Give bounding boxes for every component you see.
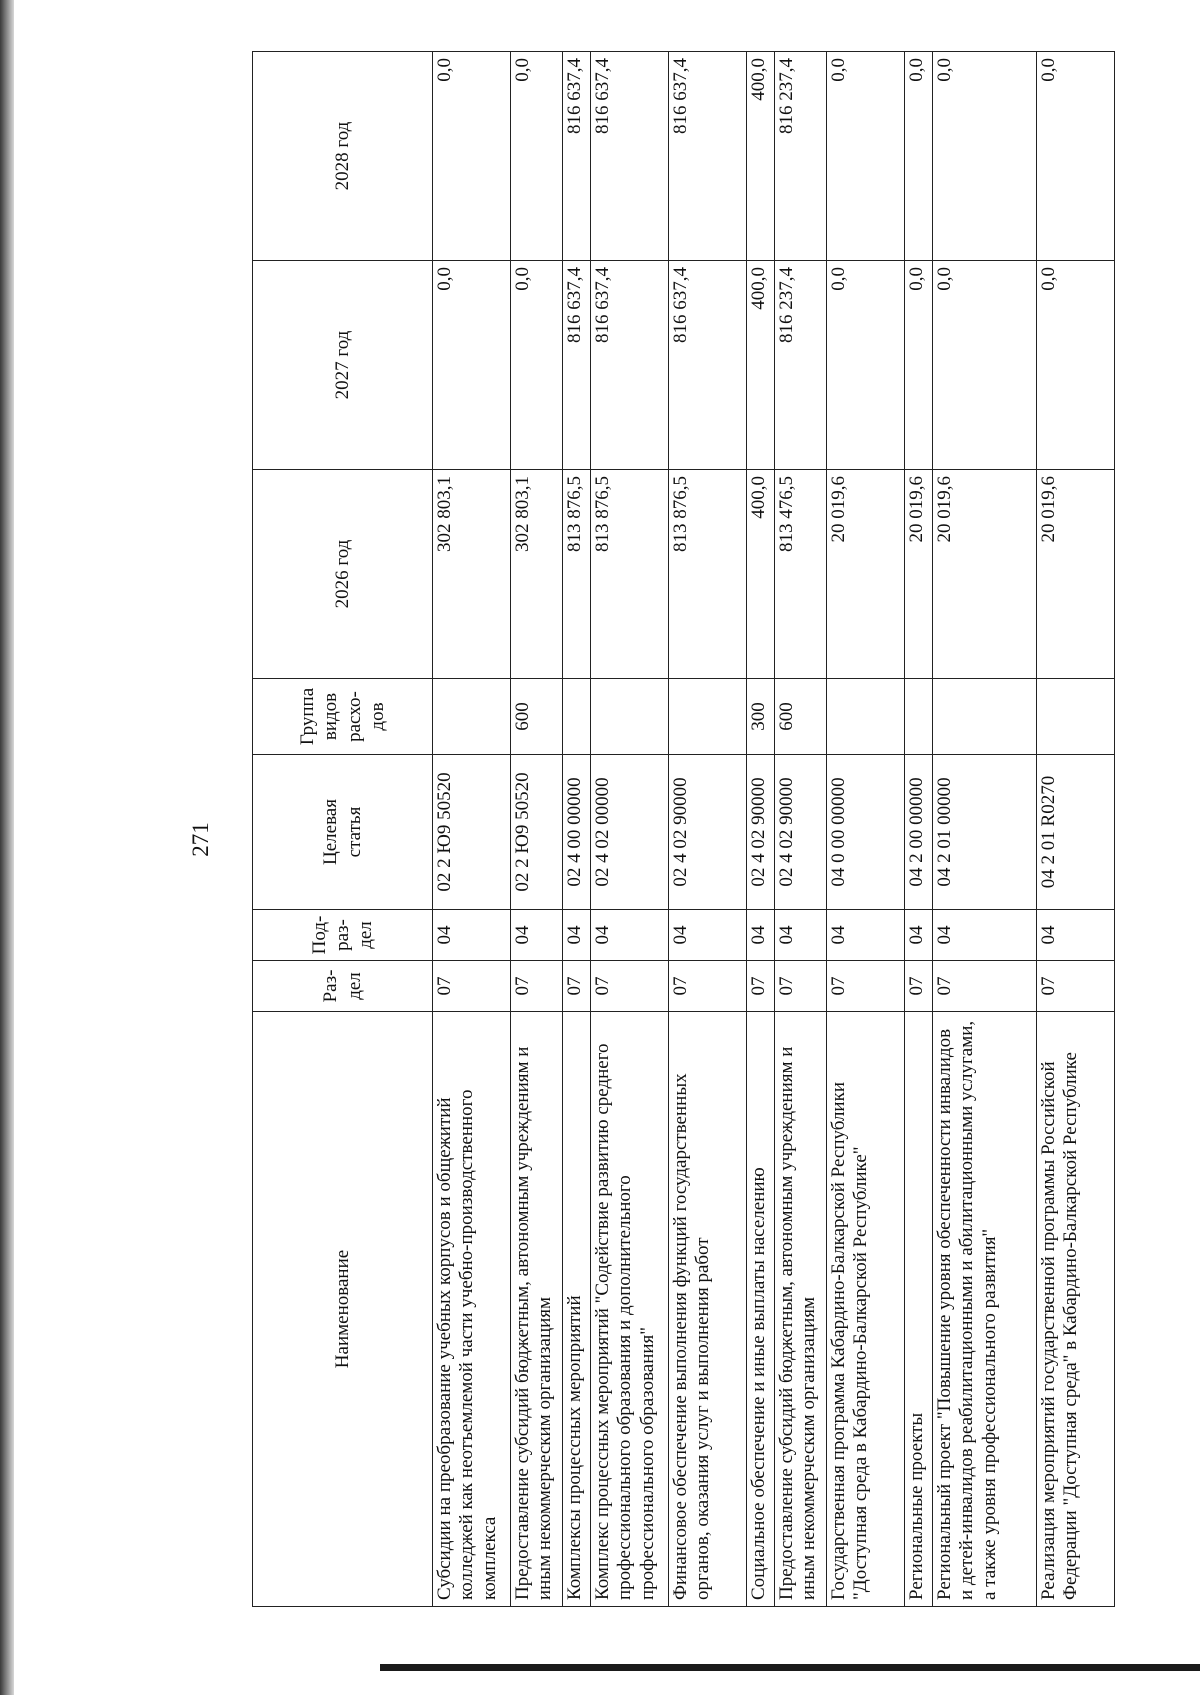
row-2028: 816 637,4 (669, 52, 747, 261)
row-group (905, 679, 933, 755)
row-section: 07 (433, 961, 511, 1012)
budget-table (252, 51, 1115, 1607)
page-number: 271 (188, 822, 213, 857)
header-2027: 2027 год (253, 261, 433, 470)
row-target: 02 4 02 00000 (591, 755, 669, 910)
row-2026: 302 803,1 (511, 470, 563, 679)
row-2027: 816 637,4 (591, 261, 669, 470)
row-2027: 0,0 (905, 261, 933, 470)
row-subsection: 04 (775, 910, 827, 961)
row-group (563, 679, 591, 755)
row-2026: 813 876,5 (591, 470, 669, 679)
table-row (827, 52, 905, 1607)
header-2026: 2026 год (253, 470, 433, 679)
header-section: Раз- дел (253, 961, 433, 1012)
table-row (905, 52, 933, 1607)
row-target: 02 4 02 90000 (775, 755, 827, 910)
rotated-page (180, 58, 1180, 1617)
row-subsection: 04 (905, 910, 933, 961)
row-subsection: 04 (591, 910, 669, 961)
header-2028: 2028 год (253, 52, 433, 261)
row-target: 02 4 02 90000 (669, 755, 747, 910)
row-section: 07 (775, 961, 827, 1012)
row-target: 04 0 00 00000 (827, 755, 905, 910)
row-2028: 816 237,4 (775, 52, 827, 261)
row-2028: 816 637,4 (591, 52, 669, 261)
row-2027: 0,0 (1037, 261, 1115, 470)
row-group (1037, 679, 1115, 755)
row-section: 07 (827, 961, 905, 1012)
header-subsection: Под- раз- дел (253, 910, 433, 961)
table-row (669, 52, 747, 1607)
row-2026: 813 876,5 (563, 470, 591, 679)
row-target: 02 2 Ю9 50520 (511, 755, 563, 910)
row-name: Реализация мероприятий государственной программы Российской Федерации "Доступная среда" в Кабардино-Балкарской Республике (1037, 1012, 1115, 1607)
table-row (933, 52, 1037, 1607)
row-subsection: 04 (563, 910, 591, 961)
row-section: 07 (563, 961, 591, 1012)
row-2026: 20 019,6 (905, 470, 933, 679)
header-group: Группа видов расхо- дов (253, 679, 433, 755)
row-2027: 400,0 (747, 261, 775, 470)
row-group (433, 679, 511, 755)
row-name: Предоставление субсидий бюджетным, автономным учреждениям и иным некоммерческим организациям (775, 1012, 827, 1607)
scan-bottom-edge (380, 1664, 1200, 1671)
row-subsection: 04 (669, 910, 747, 961)
table-row (563, 52, 591, 1607)
row-name: Предоставление субсидий бюджетным, автономным учреждениям и иным некоммерческим организациям (511, 1012, 563, 1607)
row-2026: 20 019,6 (827, 470, 905, 679)
row-target: 04 2 01 00000 (933, 755, 1037, 910)
row-2028: 0,0 (1037, 52, 1115, 261)
row-subsection: 04 (433, 910, 511, 961)
row-group: 600 (775, 679, 827, 755)
row-section: 07 (747, 961, 775, 1012)
row-group (933, 679, 1037, 755)
row-group (669, 679, 747, 755)
row-group (591, 679, 669, 755)
row-2028: 816 637,4 (563, 52, 591, 261)
row-section: 07 (669, 961, 747, 1012)
row-subsection: 04 (827, 910, 905, 961)
table-row (433, 52, 511, 1607)
row-2027: 816 237,4 (775, 261, 827, 470)
row-target: 04 2 01 R0270 (1037, 755, 1115, 910)
row-name: Финансовое обеспечение выполнения функций государственных органов, оказания услуг и выполнения работ (669, 1012, 747, 1607)
row-name: Региональный проект "Повышение уровня обеспеченности инвалидов и детей-инвалидов реабилитационными и абилитационными услугами, а также уровня профессионального развития" (933, 1012, 1037, 1607)
row-2026: 813 476,5 (775, 470, 827, 679)
row-name: Комплексы процессных мероприятий (563, 1012, 591, 1607)
row-group (827, 679, 905, 755)
row-name: Социальное обеспечение и иные выплаты населению (747, 1012, 775, 1607)
row-2027: 816 637,4 (563, 261, 591, 470)
row-2028: 0,0 (433, 52, 511, 261)
row-target: 04 2 00 00000 (905, 755, 933, 910)
scan-left-edge (0, 0, 14, 1695)
row-2027: 0,0 (827, 261, 905, 470)
row-section: 07 (933, 961, 1037, 1012)
row-target: 02 4 02 90000 (747, 755, 775, 910)
header-row (253, 52, 433, 1607)
header-target: Целевая статья (253, 755, 433, 910)
row-2028: 0,0 (827, 52, 905, 261)
row-subsection: 04 (933, 910, 1037, 961)
row-2026: 302 803,1 (433, 470, 511, 679)
row-2026: 20 019,6 (1037, 470, 1115, 679)
row-2027: 0,0 (933, 261, 1037, 470)
row-2027: 0,0 (511, 261, 563, 470)
row-2028: 0,0 (905, 52, 933, 261)
row-section: 07 (1037, 961, 1115, 1012)
table-row (775, 52, 827, 1607)
row-section: 07 (905, 961, 933, 1012)
header-name: Наименование (253, 1012, 433, 1607)
row-group: 600 (511, 679, 563, 755)
row-2026: 20 019,6 (933, 470, 1037, 679)
row-section: 07 (511, 961, 563, 1012)
row-2028: 0,0 (511, 52, 563, 261)
row-name: Субсидии на преобразование учебных корпусов и общежитий колледжей как неотъемлемой части учебно-производственного комплекса (433, 1012, 511, 1607)
row-section: 07 (591, 961, 669, 1012)
row-2028: 400,0 (747, 52, 775, 261)
table-row (1037, 52, 1115, 1607)
table-row (591, 52, 669, 1607)
row-2026: 400,0 (747, 470, 775, 679)
row-2027: 0,0 (433, 261, 511, 470)
table-row (511, 52, 563, 1607)
row-subsection: 04 (747, 910, 775, 961)
row-name: Комплекс процессных мероприятий "Содействие развитию среднего профессионального образования и дополнительного профессионального образования" (591, 1012, 669, 1607)
row-target: 02 4 00 00000 (563, 755, 591, 910)
row-subsection: 04 (1037, 910, 1115, 961)
row-name: Региональные проекты (905, 1012, 933, 1607)
row-2027: 816 637,4 (669, 261, 747, 470)
row-name: Государственная программа Кабардино-Балкарской Республики "Доступная среда в Кабардино-Балкарской Республике" (827, 1012, 905, 1607)
table-row (747, 52, 775, 1607)
row-2028: 0,0 (933, 52, 1037, 261)
row-2026: 813 876,5 (669, 470, 747, 679)
row-group: 300 (747, 679, 775, 755)
row-target: 02 2 Ю9 50520 (433, 755, 511, 910)
row-subsection: 04 (511, 910, 563, 961)
